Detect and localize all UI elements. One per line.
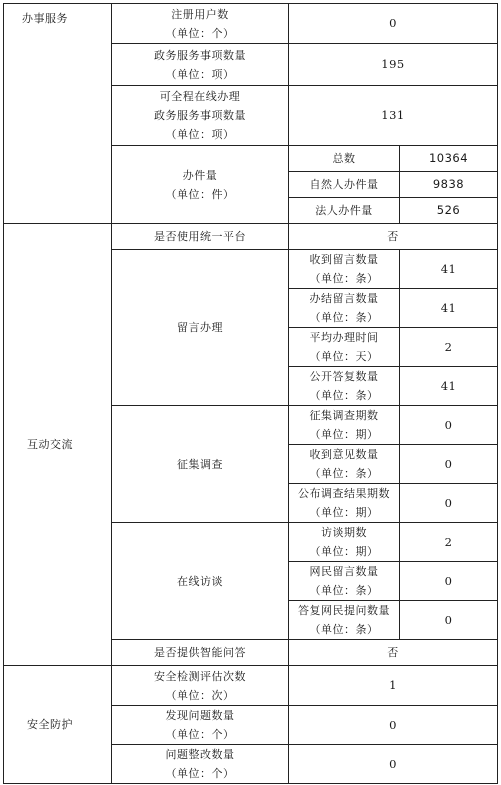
survey-periods-label: 征集调查期数 （单位：期） (289, 406, 400, 445)
cases-legal-value: 526 (400, 198, 498, 224)
interview-messages-label: 网民留言数量 （单位：条） (289, 562, 400, 601)
service-items-label: 政务服务事项数量 （单位：项） (112, 44, 289, 86)
registered-users-value: 0 (289, 4, 498, 44)
cases-total-label: 总数 (289, 146, 400, 172)
interview-label: 在线访谈 (112, 523, 289, 640)
interview-periods-value: 2 (400, 523, 498, 562)
survey-opinions-value: 0 (400, 445, 498, 484)
messages-handled-value: 41 (400, 289, 498, 328)
unified-platform-label: 是否使用统一平台 (112, 224, 289, 250)
section-office-title: 办事服务 (4, 4, 112, 224)
online-items-label: 可全程在线办理 政务服务事项数量 （单位：项） (112, 86, 289, 146)
interview-periods-label: 访谈期数 （单位：期） (289, 523, 400, 562)
survey-label: 征集调查 (112, 406, 289, 523)
unified-platform-value: 否 (289, 224, 498, 250)
survey-results-label: 公布调查结果期数 （单位：期） (289, 484, 400, 523)
cases-legal-label: 法人办件量 (289, 198, 400, 224)
cases-natural-value: 9838 (400, 172, 498, 198)
interview-answers-label: 答复网民提问数量 （单位：条） (289, 601, 400, 640)
issues-fixed-value: 0 (289, 745, 498, 784)
messages-label: 留言办理 (112, 250, 289, 406)
issues-fixed-label: 问题整改数量 （单位：个） (112, 745, 289, 784)
survey-results-value: 0 (400, 484, 498, 523)
section-security-title: 安全防护 (4, 666, 112, 784)
interview-messages-value: 0 (400, 562, 498, 601)
registered-users-label: 注册用户数 （单位：个） (112, 4, 289, 44)
avg-time-label: 平均办理时间 （单位：天） (289, 328, 400, 367)
service-items-value: 195 (289, 44, 498, 86)
assessments-label: 安全检测评估次数 （单位：次） (112, 666, 289, 706)
cases-natural-label: 自然人办件量 (289, 172, 400, 198)
online-items-value: 131 (289, 86, 498, 146)
issues-found-label: 发现问题数量 （单位：个） (112, 706, 289, 745)
public-replies-value: 41 (400, 367, 498, 406)
public-replies-label: 公开答复数量 （单位：条） (289, 367, 400, 406)
avg-time-value: 2 (400, 328, 498, 367)
messages-handled-label: 办结留言数量 （单位：条） (289, 289, 400, 328)
survey-periods-value: 0 (400, 406, 498, 445)
messages-received-label: 收到留言数量 （单位：条） (289, 250, 400, 289)
smart-qa-value: 否 (289, 640, 498, 666)
cases-total-value: 10364 (400, 146, 498, 172)
smart-qa-label: 是否提供智能问答 (112, 640, 289, 666)
interview-answers-value: 0 (400, 601, 498, 640)
statistics-table (3, 3, 498, 784)
messages-received-value: 41 (400, 250, 498, 289)
cases-label: 办件量 （单位：件） (112, 146, 289, 224)
section-interaction-title: 互动交流 (4, 224, 112, 666)
assessments-value: 1 (289, 666, 498, 706)
survey-opinions-label: 收到意见数量 （单位：条） (289, 445, 400, 484)
issues-found-value: 0 (289, 706, 498, 745)
